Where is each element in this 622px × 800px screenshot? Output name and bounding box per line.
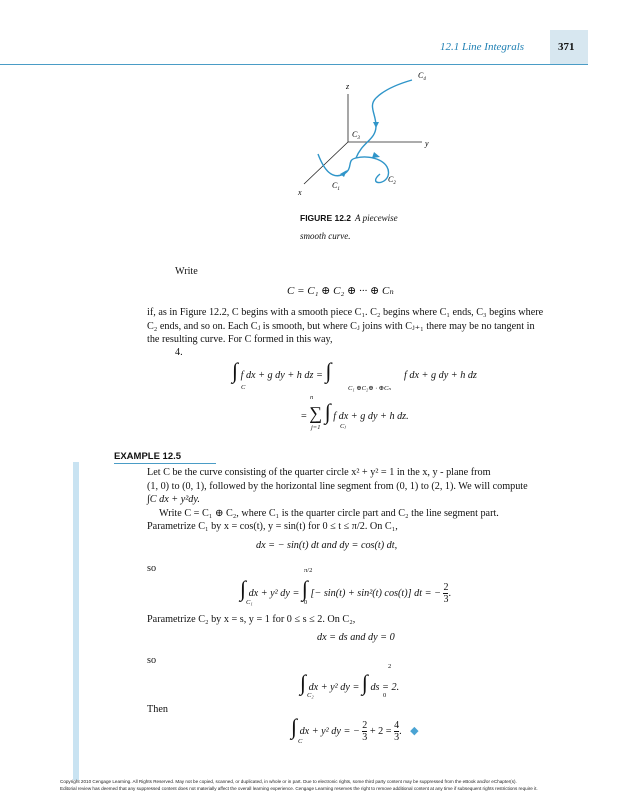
svg-text:C3 [352,130,360,141]
section-title: 12.1 Line Integrals [440,41,525,53]
integral-sign: ∫ [300,670,307,695]
arrowhead-c1 [340,170,347,177]
curve-c2 [356,157,389,183]
paragraph-line: Let C be the curve consisting of the quarter circle x² + y² = 1 in the x, y - plane from [147,467,491,478]
paragraph-line: if, as in Figure 12.2, C begins with a smooth piece C₁. C₂ begins where C₁ ends, C₃ begins where [147,307,544,318]
example-title-rule [114,463,216,464]
arrowhead-c2 [372,152,380,158]
paragraph-line: (1, 0) to (0, 1), followed by the horizontal line segment from (0, 1) to (2, 1). We will compute [147,480,528,492]
arrowhead-c3 [373,122,379,128]
equation-final-mid: + 2 = [369,726,392,737]
integral-c1-sub: C₁ [246,599,253,606]
equation-integral-c1-left: dx + y² dy = [248,588,300,599]
equation-4a-sub-left: C [241,384,246,391]
equation-integral-c1-body: [− sin(t) + sin²(t) cos(t)] dt = − [310,588,441,599]
c4-label: C [418,71,424,80]
equation-final-end: . [399,726,402,737]
paragraph-line: Write C = C₁ ⊕ C₂, where C₁ is the quarter circle part and C₂ the line segment part. [159,507,499,519]
axis-z-label: z [346,82,350,91]
integral-sign: ∫ [240,576,247,601]
equation-4a-sub-right: C₁ ⊕C₂⊕ · ⊕Cₙ [348,385,391,392]
integral-lower-limit: 0 [304,599,308,606]
paragraph-piecewise [147,306,577,347]
then-label: Then [147,704,168,715]
copyright-line-2: Editorial review has deemed that any suppressed content does not materially affect the overall learning experience. Cengage Learning reserves the right to remove additional content at any time if subsequent rights restrictions require it. [60,786,538,791]
equation-4b: = ∑ ∫ f dx + g dy + h dz. [301,399,409,424]
equation-differentials-c1: dx = − sin(t) dt and dy = cos(t) dt, [256,540,398,551]
integral-lower-limit: 0 [383,692,387,699]
equation-integral-c2 [300,672,399,694]
integral-sign: ∫ [361,670,368,695]
equation-4a-right: f dx + g dy + h dz [404,370,477,381]
svg-text:C1 [332,181,340,192]
curve-c3 [356,98,376,158]
sum-upper-limit: n [310,394,314,401]
copyright-line-1: Copyright 2010 Cengage Learning. All Rights Reserved. May not be copied, scanned, or duplicated, in whole or in part. Due to electronic rights, some third party content may be suppressed from the eBook and/or eChapter(s). [60,779,517,784]
integral-sign: ∫ [301,576,308,601]
equation-final [291,716,419,743]
paragraph-line: Parametrize C₁ by x = cos(t), y = sin(t) for 0 ≤ t ≤ π/2. On C₁, [147,521,398,532]
end-of-example-marker: ◆ [410,725,419,737]
integral-upper-limit: 2 [388,663,392,670]
example-paragraph-1 [147,466,577,534]
equation-integral-c2-body: ds = 2. [370,682,400,693]
svg-text:C4 [418,71,426,82]
fraction-two-thirds: $\frac{2}{3}$ [362,720,368,744]
c3-label: C [352,130,358,139]
example-sidebar [73,462,79,780]
equation-curve-sum: C = C₁ ⊕ C₂ ⊕ ··· ⊕ Cₙ [287,285,394,297]
curve-c1 [318,154,356,176]
c4-label-sub: 4 [423,77,426,82]
integral-upper-limit: π/2 [304,567,313,574]
equation-integral-c1: ∫ dx + y² dy = ∫ [− sin(t) + sin²(t) cos(t)] dt = − $\frac{2}{3}$ . [240,576,451,606]
c1-label-sub: 1 [337,187,340,192]
parametrize-c2: Parametrize C₂ by x = s, y = 1 for 0 ≤ s ≤ 2. On C₂, [147,614,356,625]
curve-c4 [376,80,412,98]
equation-4a [232,360,477,382]
axis-x-label: x [298,188,302,197]
integral-sign: ∫ [325,358,332,383]
summation-sign: ∑ [309,403,323,423]
svg-text:C2 [388,175,396,186]
integral-sign: ∫ [324,399,331,424]
paragraph-line: ∫C dx + y²dy. [147,494,200,505]
paragraph-line: the resulting curve. For C formed in this way, [147,334,333,345]
equation-integral-c2-left: dx + y² dy = [308,682,360,693]
equation-4a-left: f dx + g dy + h dz = [240,370,323,381]
equation-differentials-c2: dx = ds and dy = 0 [317,632,395,643]
integral-sign: ∫ [232,358,239,383]
c2-label: C [388,175,394,184]
integral-sign: ∫ [291,714,298,739]
so-label-2: so [147,655,157,666]
fraction-two-thirds: $\frac{2}{3}$ [443,582,449,606]
integral-c2-sub: C₂ [307,692,314,699]
equation-4b-sub: Cⱼ [340,423,347,430]
equation-final-left: dx + y² dy = − [299,726,360,737]
figure-caption-text-2: smooth curve. [300,231,351,241]
paragraph-line: C₂ ends, and so on. Each Cⱼ is smooth, but where Cⱼ joins with Cⱼ₊₁ there may be no tangent in [147,320,535,332]
x-axis [304,142,348,184]
figure-caption [300,208,398,244]
equation-4b-body: f dx + g dy + h dz. [333,411,409,422]
integral-final-sub: C [298,738,303,745]
example-title: EXAMPLE 12.5 [114,451,182,462]
fraction-four-thirds: $\frac{4}{3}$ [394,720,400,744]
sum-lower-limit: j=1 [311,424,321,431]
page-number: 371 [558,41,575,53]
figure-caption-text: A piecewise [355,213,398,223]
c2-label-sub: 2 [393,181,396,186]
c3-label-sub: 3 [357,136,360,141]
so-label: so [147,563,157,574]
axis-y-label: y [425,139,429,148]
c1-label: C [332,181,338,190]
figure-piecewise-curve [280,62,460,202]
figure-caption-label: FIGURE 12.2 [300,213,352,223]
write-label: Write [175,266,198,277]
equation-number: 4. [175,347,183,358]
